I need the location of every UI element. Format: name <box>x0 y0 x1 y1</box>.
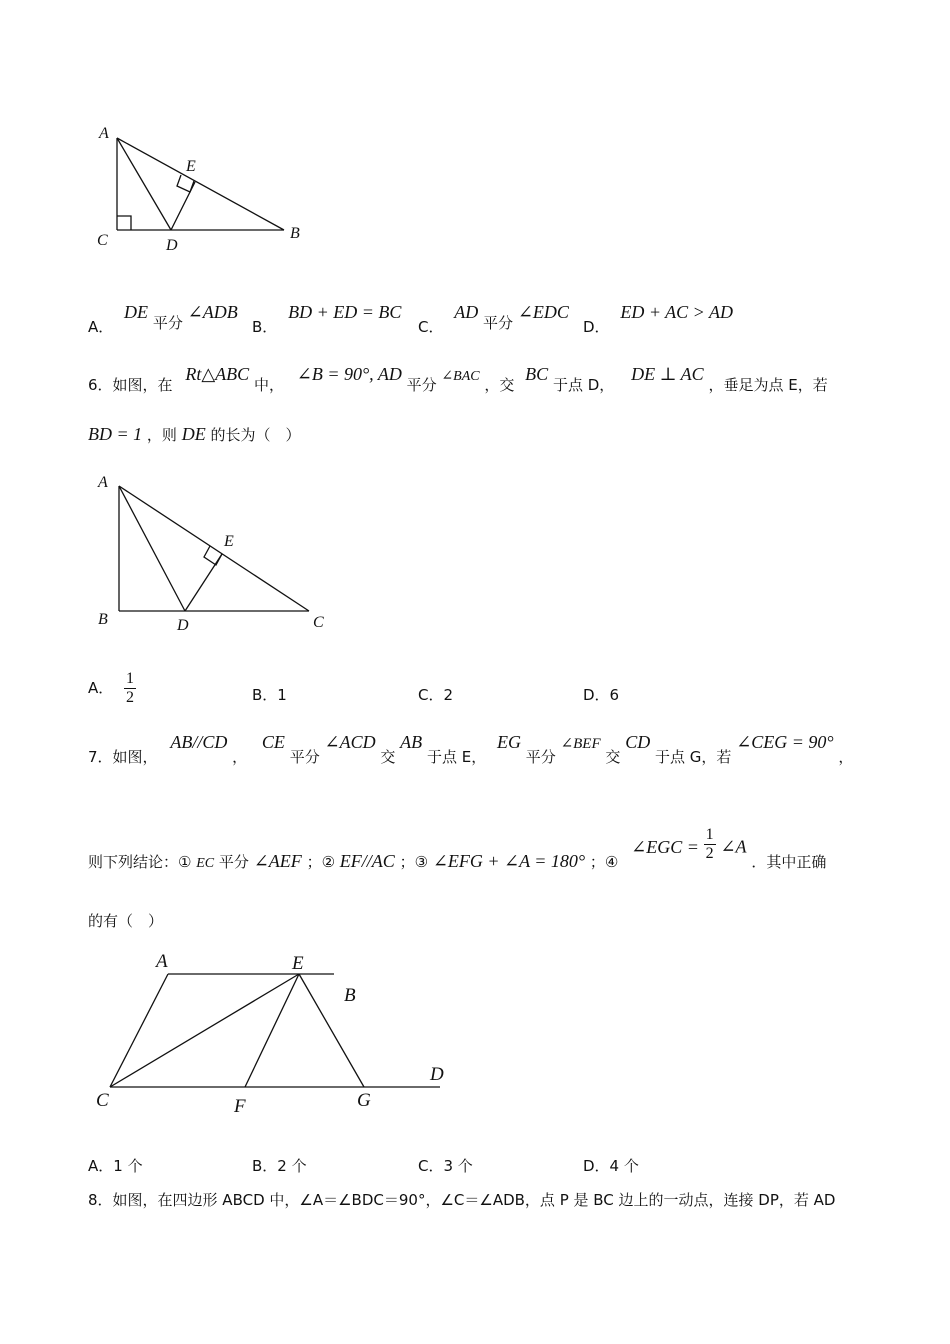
label-e: E <box>292 953 304 974</box>
label-f: F <box>234 1096 246 1117</box>
q6-option-d: D．6 <box>583 686 620 704</box>
q5-option-c: C． AD 平分 ∠EDC <box>418 302 569 336</box>
label-d: D <box>177 617 189 634</box>
segment-ef <box>245 974 299 1087</box>
q7-option-c: C．3 个 <box>418 1157 473 1175</box>
fraction-one-half: $\frac{1}{2}$ <box>126 670 135 706</box>
q5-option-b: B． BD + ED = BC <box>252 302 402 336</box>
q6-option-c: C．2 <box>418 686 454 704</box>
q5-option-d: D． ED + AC > AD <box>583 302 733 336</box>
label-e: E <box>224 533 234 550</box>
q5-option-a: A． DE 平分 ∠ADB <box>88 302 238 336</box>
label-d: D <box>430 1064 444 1085</box>
label-e: E <box>186 158 196 175</box>
q8-line1: 8．如图，在四边形 ABCD 中，∠A＝∠BDC＝90°，∠C＝∠ADB，点 P 是 BC 边上的一动点，连接 DP，若 AD <box>88 1191 836 1209</box>
q7-line2: 则下列结论：① EC 平分 ∠AEF ；② EF//AC ；③ ∠EFG + ∠A = 180° ；④ ∠EGC = $\frac{1}{2}$ ∠A ．其中正确 <box>88 826 827 871</box>
label-a: A <box>99 125 109 142</box>
q7-option-a: A．1 个 <box>88 1157 143 1175</box>
label-b: B <box>98 611 108 628</box>
q6-line2: BD = 1 ，则 DE 的长为（ ） <box>88 424 301 444</box>
q7-line3: 的有（ ） <box>88 912 164 930</box>
label-g: G <box>357 1090 371 1111</box>
fraction-one-half: $\frac{1}{2}$ <box>705 826 714 862</box>
label-a: A <box>98 474 108 491</box>
q7-line1: 7．如图， AB//CD ， CE 平分 ∠ACD 交 AB 于点 E， EG 平分 ∠BEF 交 CD 于点 G，若 ∠CEG = 90° ， <box>88 732 854 766</box>
label-c: C <box>96 1090 109 1111</box>
label-d: D <box>166 237 178 254</box>
label-c: C <box>313 614 324 631</box>
label-b: B <box>344 985 356 1006</box>
q6-line1: 6．如图，在 Rt△ABC 中， ∠B = 90°, AD 平分 ∠BAC ，交 BC 于点 D， DE ⊥ AC ，垂足为点 E，若 <box>88 364 828 394</box>
label-c: C <box>97 232 108 249</box>
q6-option-b: B．1 <box>252 686 287 704</box>
q7-option-b: B．2 个 <box>252 1157 307 1175</box>
q6-option-a: A． $\frac{1}{2}$ <box>88 670 135 706</box>
label-b: B <box>290 225 300 242</box>
q7-option-d: D．4 个 <box>583 1157 639 1175</box>
label-a: A <box>156 951 168 972</box>
